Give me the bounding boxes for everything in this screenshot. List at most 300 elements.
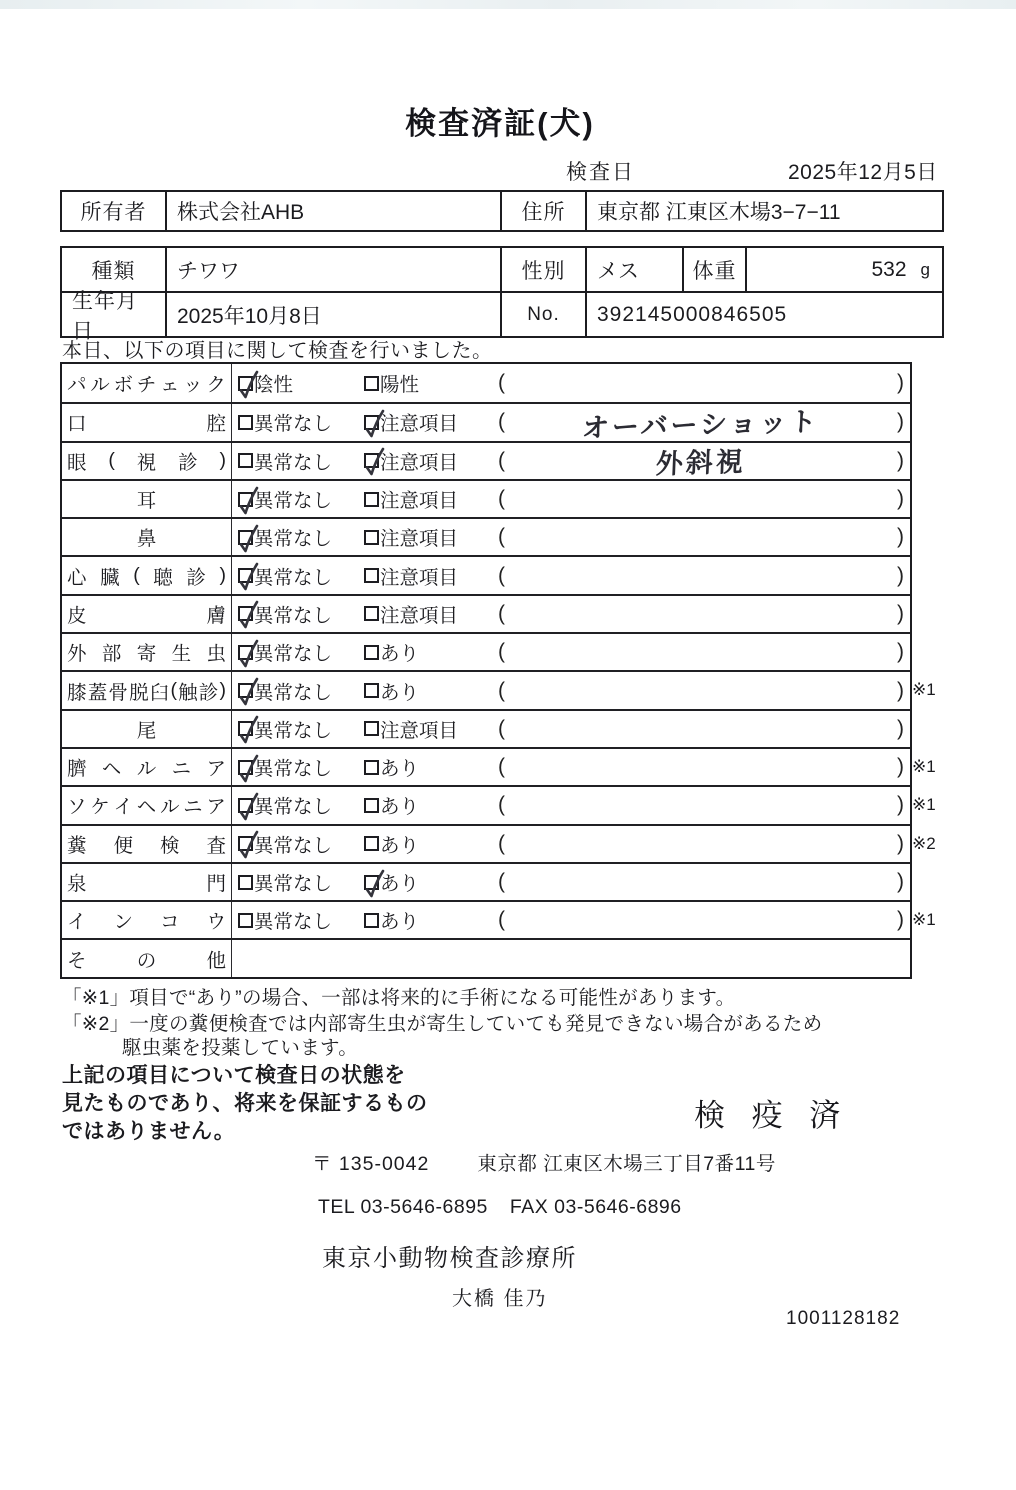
option2-group — [364, 562, 498, 590]
row-label-char: ウ — [206, 911, 226, 934]
close-paren: ) — [897, 716, 904, 740]
footnote-2: 「※2」一度の糞便検査では内部寄生虫が寄生していても発見できない場合があるため — [62, 1013, 823, 1035]
row-label-char: 心 — [67, 566, 87, 589]
owner-value: 株式会社AHB — [177, 201, 305, 224]
row-label — [62, 404, 232, 440]
row-label-char: ア — [206, 758, 226, 781]
row-label-char: 査 — [206, 834, 226, 857]
option1-group — [232, 600, 364, 628]
option2-checkbox — [364, 683, 379, 698]
exam-date-value: 2025年12月5日 — [788, 161, 938, 184]
row-label — [62, 634, 232, 670]
close-paren: ) — [897, 487, 904, 511]
option1-checkbox — [238, 415, 253, 430]
option2-label: あり — [380, 681, 420, 704]
note-area — [512, 643, 890, 661]
row-label-char: ) — [219, 449, 226, 472]
option2-checkbox — [364, 415, 379, 430]
row-label-char: 外 — [67, 643, 87, 666]
option2-group — [364, 715, 498, 743]
note-area — [512, 873, 890, 891]
open-paren: ( — [498, 678, 505, 702]
open-paren: ( — [498, 371, 505, 395]
row-content — [232, 596, 910, 632]
check-mark-icon — [361, 446, 387, 480]
option2-label: 陽性 — [380, 374, 420, 397]
pet-info-row-1 — [62, 248, 942, 291]
disclaimer — [62, 1062, 462, 1146]
row-label-char: 糞 — [67, 834, 87, 857]
weight-value: 532 — [871, 257, 907, 281]
row-label-char: 視 — [136, 451, 157, 474]
birthdate-value: 2025年10月8日 — [177, 304, 322, 328]
postal-code: 〒 135-0042 — [312, 1153, 430, 1175]
option1-checkbox — [238, 645, 253, 660]
option1-checkbox — [238, 913, 253, 928]
option2-group — [364, 523, 498, 551]
note-area — [512, 835, 890, 853]
row-label-char: ル — [159, 796, 180, 819]
open-paren: ( — [498, 525, 505, 549]
row-label — [62, 826, 232, 862]
option2-label: あり — [380, 873, 420, 895]
option2-checkbox — [364, 875, 379, 890]
row-label-char: ニ — [171, 758, 192, 781]
note-area — [512, 528, 890, 546]
row-label-char: 眼 — [67, 451, 87, 474]
row-label-char: ェ — [159, 374, 180, 397]
handwritten-note: オーバーショット — [581, 406, 821, 444]
row-label-char: 生 — [171, 643, 192, 666]
row-label-char: そ — [67, 949, 87, 972]
row-label-char: の — [136, 949, 157, 972]
quarantine-stamp: 検 疫 済 — [694, 1098, 850, 1133]
option1-group — [232, 523, 364, 551]
option2-label: あり — [380, 796, 420, 819]
option2-label: あり — [380, 643, 420, 666]
row-content — [232, 711, 910, 747]
option1-checkbox — [238, 376, 253, 391]
row-label-char: パ — [67, 374, 87, 397]
option1-group — [232, 485, 364, 513]
check-mark-icon — [235, 599, 261, 633]
open-paren: ( — [498, 831, 505, 855]
check-mark-icon — [235, 523, 261, 557]
row-content — [232, 443, 910, 479]
clinic-tel: TEL 03-5646-6895 — [318, 1196, 488, 1218]
open-paren: ( — [498, 870, 505, 893]
row-label-char: 膚 — [206, 604, 226, 627]
option2-group — [364, 369, 498, 397]
open-paren: ( — [498, 487, 505, 511]
row-label — [62, 864, 232, 900]
option1-label: 異常なし — [254, 490, 333, 513]
row-content — [232, 557, 910, 593]
number-label: No. — [500, 293, 587, 336]
row-label-char: 蓋 — [87, 681, 108, 704]
row-label — [62, 787, 232, 823]
row-label-char: ソ — [67, 796, 87, 819]
note-area — [512, 605, 890, 623]
open-paren: ( — [498, 640, 505, 664]
table-row — [62, 402, 910, 444]
row-content — [232, 519, 910, 555]
option1-group — [232, 715, 364, 743]
option2-label: 注意項目 — [380, 604, 459, 627]
row-label-char: ケ — [90, 796, 110, 819]
clinic-name: 東京小動物検査診療所 — [322, 1245, 577, 1272]
row-label-char: ン — [113, 911, 133, 934]
row-label-char: 聴 — [153, 566, 173, 589]
option1-checkbox — [238, 875, 253, 890]
close-paren: ) — [897, 640, 904, 664]
row-label-char: ヘ — [101, 758, 122, 781]
breed-label: 種類 — [62, 248, 167, 291]
table-row — [62, 441, 910, 479]
option2-checkbox — [364, 492, 379, 507]
row-label-char: イ — [113, 796, 133, 819]
row-ref-mark: ※2 — [912, 833, 936, 853]
row-label-char: 臓 — [100, 566, 120, 589]
close-paren: ) — [897, 448, 904, 472]
row-label — [62, 672, 232, 708]
option2-group — [364, 408, 498, 436]
option2-group — [364, 753, 498, 781]
option1-label: 異常なし — [254, 796, 333, 819]
vet-name: 大橋 佳乃 — [452, 1288, 548, 1310]
table-row — [62, 364, 910, 402]
row-content — [232, 902, 910, 938]
row-label-char: ( — [133, 564, 140, 587]
check-mark-icon — [361, 868, 387, 902]
option2-label: 注意項目 — [380, 490, 459, 513]
option1-group — [232, 447, 364, 475]
close-paren: ) — [897, 601, 904, 625]
row-content — [232, 826, 910, 862]
owner-row — [62, 192, 942, 230]
option1-group — [232, 369, 364, 397]
close-paren: ) — [897, 908, 904, 932]
note-area — [512, 441, 890, 480]
open-paren: ( — [498, 410, 505, 434]
row-label-char: ル — [136, 758, 157, 781]
option2-group — [364, 638, 498, 666]
row-ref-mark: ※1 — [912, 756, 936, 776]
option1-group — [232, 791, 364, 819]
row-content — [232, 864, 910, 900]
address-label: 住所 — [500, 192, 587, 230]
option2-checkbox — [364, 376, 379, 391]
row-label-char: ル — [90, 374, 110, 397]
option1-label: 異常なし — [254, 451, 333, 474]
option1-label: 異常なし — [254, 413, 333, 436]
table-row — [62, 862, 910, 900]
option1-group — [232, 868, 364, 896]
note-area — [512, 796, 890, 814]
option2-group — [364, 791, 498, 819]
table-row — [62, 747, 936, 785]
option2-group — [364, 447, 498, 475]
option1-label: 異常なし — [254, 528, 333, 551]
option2-group — [364, 906, 498, 934]
row-label-char: ( — [108, 449, 115, 472]
row-label-char: コ — [159, 911, 180, 934]
close-paren: ) — [897, 525, 904, 549]
row-label-char: イ — [67, 911, 87, 934]
check-mark-icon — [235, 829, 261, 863]
option2-group — [364, 485, 498, 513]
row-content — [232, 672, 910, 708]
row-ref-mark: ※1 — [912, 680, 936, 700]
pet-info-table — [60, 246, 944, 343]
option2-label: 注意項目 — [380, 451, 459, 474]
note-area — [512, 682, 890, 700]
option1-group — [232, 830, 364, 858]
table-row — [62, 479, 910, 517]
option2-checkbox — [364, 798, 379, 813]
table-row — [62, 938, 910, 976]
row-label-char: 門 — [206, 873, 226, 895]
row-label-char: 虫 — [206, 643, 226, 666]
row-label — [62, 481, 232, 517]
row-label-char: チ — [136, 374, 157, 397]
option1-group — [232, 753, 364, 781]
option1-checkbox — [238, 760, 253, 775]
table-row — [62, 785, 936, 823]
table-row — [62, 824, 936, 862]
footnote-1: 「※1」項目で“あり”の場合、一部は将来的に手術になる可能性があります。 — [62, 987, 736, 1009]
document-number: 1001128182 — [786, 1308, 901, 1329]
option2-checkbox — [364, 453, 379, 468]
row-label-char: ) — [219, 564, 226, 587]
option1-checkbox — [238, 568, 253, 583]
check-mark-icon — [361, 408, 387, 442]
option1-label: 異常なし — [254, 643, 333, 666]
close-paren: ) — [897, 870, 904, 893]
row-label-char: ニ — [183, 796, 203, 819]
sex-label: 性別 — [500, 248, 587, 291]
pet-info-row-2 — [62, 289, 942, 343]
row-label-char: 臍 — [67, 758, 87, 781]
table-row — [62, 900, 936, 938]
sex-value: メス — [597, 259, 639, 283]
row-label-char: 膝 — [67, 681, 87, 704]
clinic-address-line — [312, 1148, 776, 1176]
row-content — [232, 634, 910, 670]
row-label-char: ( — [170, 679, 177, 702]
option1-label: 異常なし — [254, 604, 333, 627]
row-label — [62, 902, 232, 938]
row-label-char: ヘ — [136, 796, 157, 819]
close-paren: ) — [897, 371, 904, 395]
row-content — [232, 787, 910, 823]
note-area — [512, 374, 890, 392]
row-label-char: 寄 — [136, 643, 157, 666]
check-mark-icon — [235, 753, 261, 787]
open-paren: ( — [498, 601, 505, 625]
weight-value-cell — [747, 248, 942, 291]
close-paren: ) — [897, 755, 904, 779]
note-area — [512, 403, 890, 442]
row-label — [62, 443, 232, 479]
close-paren: ) — [897, 563, 904, 587]
option2-checkbox — [364, 836, 379, 851]
close-paren: ) — [897, 793, 904, 817]
option2-label: 注意項目 — [380, 528, 459, 551]
option1-label: 異常なし — [254, 566, 333, 589]
exam-date-label: 検査日 — [566, 161, 635, 184]
row-label-char: 診 — [198, 681, 219, 704]
open-paren: ( — [498, 793, 505, 817]
check-mark-icon — [235, 638, 261, 672]
row-label-char: 部 — [101, 643, 122, 666]
row-label-char: ) — [219, 679, 226, 702]
address-value: 東京都 江東区木場3−7−11 — [597, 201, 841, 224]
row-label — [62, 364, 232, 402]
exam-statement: 本日、以下の項目に関して検査を行いました。 — [62, 340, 493, 362]
row-label-char: ボ — [113, 374, 133, 397]
row-content — [232, 404, 910, 444]
row-label-char: 鼻 — [136, 528, 157, 551]
option1-label: 異常なし — [254, 681, 333, 704]
row-label-char: 診 — [178, 451, 198, 474]
check-mark-icon — [235, 676, 261, 710]
option1-checkbox — [238, 606, 253, 621]
row-label-char: 検 — [159, 834, 180, 857]
row-label-char: 泉 — [67, 873, 87, 895]
table-row — [62, 709, 910, 747]
row-label-char: 皮 — [67, 604, 87, 627]
option1-checkbox — [238, 721, 253, 736]
option1-label: 異常なし — [254, 719, 333, 742]
page-title: 検査済証(犬) — [405, 106, 595, 141]
option1-group — [232, 906, 364, 934]
option1-checkbox — [238, 683, 253, 698]
option2-group — [364, 830, 498, 858]
row-label-char: ク — [206, 374, 226, 397]
breed-value: チワワ — [177, 259, 240, 283]
close-paren: ) — [897, 678, 904, 702]
option2-label: あり — [380, 911, 420, 934]
check-mark-icon — [235, 369, 261, 403]
open-paren: ( — [498, 716, 505, 740]
option2-label: 注意項目 — [380, 413, 459, 436]
exam-results-table — [60, 362, 936, 979]
handwritten-note: 外斜視 — [655, 446, 747, 480]
option1-group — [232, 408, 364, 436]
row-label — [62, 519, 232, 555]
disclaimer-line: 上記の項目について検査日の状態を — [62, 1064, 406, 1087]
number-value: 392145000846505 — [597, 302, 788, 326]
option1-checkbox — [238, 530, 253, 545]
open-paren: ( — [498, 448, 505, 472]
table-row — [62, 594, 910, 632]
clinic-fax: FAX 03-5646-6896 — [509, 1196, 682, 1218]
close-paren: ) — [897, 831, 904, 855]
row-label-char: 脱 — [129, 681, 149, 704]
open-paren: ( — [498, 563, 505, 587]
option2-checkbox — [364, 568, 379, 583]
row-label — [62, 940, 232, 976]
row-label-char: 便 — [113, 834, 133, 857]
row-label-char: 口 — [67, 413, 87, 436]
option1-label: 陰性 — [254, 374, 294, 397]
option2-checkbox — [364, 606, 379, 621]
footnote-3: 駆虫薬を投薬しています。 — [122, 1037, 359, 1059]
table-row — [62, 670, 936, 708]
weight-label: 体重 — [682, 248, 747, 291]
option2-label: あり — [380, 758, 420, 781]
note-area — [512, 490, 890, 508]
check-mark-icon — [235, 714, 261, 748]
birthdate-label: 生年月日 — [62, 293, 167, 336]
option1-group — [232, 638, 364, 666]
row-label-char: 耳 — [136, 490, 157, 513]
check-mark-icon — [235, 561, 261, 595]
row-label-char: ア — [206, 796, 226, 819]
clinic-street: 東京都 江東区木場三丁目7番11号 — [477, 1153, 776, 1175]
open-paren: ( — [498, 755, 505, 779]
option1-label: 異常なし — [254, 834, 333, 857]
disclaimer-line: 見たものであり、将来を保証するもの — [62, 1092, 428, 1115]
row-label — [62, 596, 232, 632]
row-label-char: 臼 — [149, 681, 170, 704]
row-ref-mark: ※1 — [912, 910, 936, 930]
row-content — [232, 940, 910, 976]
option2-checkbox — [364, 913, 379, 928]
table-row — [62, 632, 910, 670]
option1-checkbox — [238, 492, 253, 507]
row-label — [62, 749, 232, 785]
owner-label: 所有者 — [62, 192, 167, 230]
option1-label: 異常なし — [254, 911, 333, 934]
note-area — [512, 567, 890, 585]
note-area — [512, 758, 890, 776]
option2-label: あり — [380, 834, 420, 857]
weight-unit: g — [920, 259, 930, 279]
option2-checkbox — [364, 530, 379, 545]
table-row — [62, 555, 910, 593]
row-label-char: 骨 — [108, 681, 128, 704]
option1-label: 異常なし — [254, 758, 333, 781]
note-area — [512, 720, 890, 738]
option2-group — [364, 600, 498, 628]
row-label-char: 診 — [186, 566, 206, 589]
option2-group — [364, 677, 498, 705]
clinic-tel-line — [318, 1196, 682, 1219]
option2-label: 注意項目 — [380, 719, 459, 742]
option1-group — [232, 562, 364, 590]
row-ref-mark: ※1 — [912, 795, 936, 815]
row-label-char: 他 — [206, 949, 226, 972]
option2-group — [364, 868, 498, 896]
table-row — [62, 517, 910, 555]
check-mark-icon — [235, 791, 261, 825]
option2-checkbox — [364, 645, 379, 660]
row-content — [232, 749, 910, 785]
owner-table — [60, 190, 944, 232]
option1-checkbox — [238, 798, 253, 813]
option1-checkbox — [238, 453, 253, 468]
check-mark-icon — [235, 485, 261, 519]
option1-group — [232, 677, 364, 705]
close-paren: ) — [897, 410, 904, 434]
option2-checkbox — [364, 721, 379, 736]
row-content — [232, 364, 910, 402]
disclaimer-line: ではありません。 — [62, 1120, 236, 1143]
row-label-char: 尾 — [136, 719, 157, 742]
option2-checkbox — [364, 760, 379, 775]
